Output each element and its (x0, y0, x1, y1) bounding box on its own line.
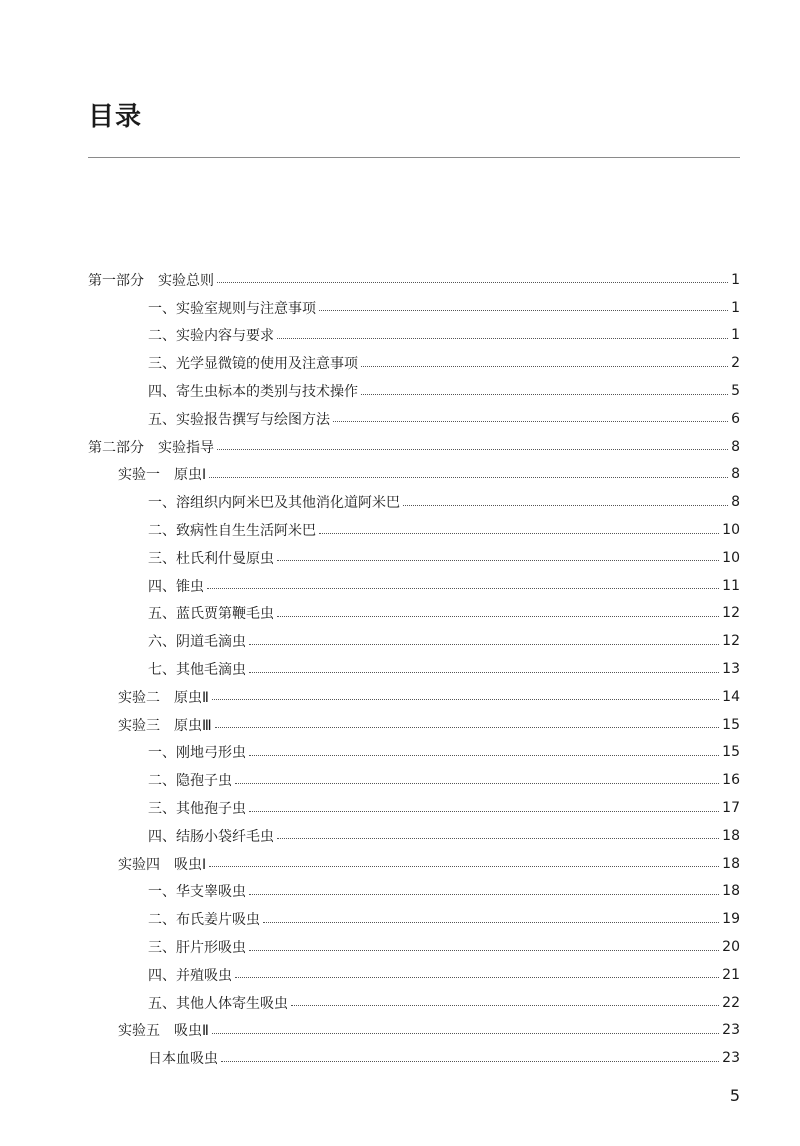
toc-entry[interactable] (88, 488, 740, 516)
toc-entry[interactable] (88, 961, 740, 989)
toc-entry-page: 18 (722, 855, 740, 872)
toc-entry-page: 12 (722, 633, 740, 650)
toc-entry-title: 四、并殖吸虫 (148, 967, 232, 984)
toc-leader-dots (217, 282, 728, 283)
toc-entry-page: 15 (722, 744, 740, 761)
toc-entry[interactable] (88, 739, 740, 767)
toc-entry-title: 二、实验内容与要求 (148, 328, 274, 345)
toc-entry-page: 8 (731, 438, 740, 455)
toc-leader-dots (277, 838, 719, 839)
toc-entry[interactable] (88, 933, 740, 961)
toc-entry-title: 四、锥虫 (148, 578, 204, 595)
toc-leader-dots (249, 950, 719, 951)
toc-entry[interactable] (88, 461, 740, 489)
toc-leader-dots (291, 1005, 719, 1006)
toc-entry-title: 第二部分 实验指导 (88, 439, 214, 456)
toc-leader-dots (212, 1033, 719, 1034)
toc-entry[interactable] (88, 572, 740, 600)
toc-entry-page: 19 (722, 911, 740, 928)
toc-leader-dots (403, 505, 728, 506)
toc-leader-dots (277, 560, 719, 561)
toc-entry-title: 实验一 原虫Ⅰ (118, 467, 207, 484)
toc-leader-dots (277, 616, 719, 617)
toc-entry-page: 1 (731, 299, 740, 316)
toc-leader-dots (212, 699, 719, 700)
toc-entry-page: 23 (722, 1050, 740, 1067)
toc-entry-page: 17 (722, 800, 740, 817)
toc-entry-page: 1 (731, 327, 740, 344)
toc-entry-title: 二、布氏姜片吸虫 (148, 912, 260, 929)
toc-entry[interactable] (88, 1017, 740, 1045)
toc-entry-title: 七、其他毛滴虫 (148, 662, 246, 679)
toc-entry-page: 20 (722, 939, 740, 956)
page-number: 5 (729, 1086, 740, 1105)
toc-entry-title: 四、结肠小袋纤毛虫 (148, 828, 274, 845)
toc-entry-title: 实验二 原虫Ⅱ (118, 689, 209, 706)
toc-entry-page: 8 (731, 466, 740, 483)
toc-entry[interactable] (88, 627, 740, 655)
table-of-contents (88, 266, 740, 1072)
toc-entry-title: 五、蓝氏贾第鞭毛虫 (148, 606, 274, 623)
toc-entry[interactable] (88, 266, 740, 294)
toc-entry[interactable] (88, 600, 740, 628)
toc-entry-page: 22 (722, 994, 740, 1011)
toc-entry-title: 一、华支睾吸虫 (148, 884, 246, 901)
page-title: 目录 (88, 102, 143, 132)
toc-leader-dots (249, 755, 719, 756)
toc-entry[interactable] (88, 905, 740, 933)
toc-leader-dots (235, 977, 719, 978)
toc-leader-dots (207, 588, 719, 589)
toc-entry-page: 23 (722, 1022, 740, 1039)
toc-leader-dots (249, 644, 719, 645)
toc-leader-dots (361, 366, 728, 367)
toc-entry[interactable] (88, 878, 740, 906)
toc-leader-dots (215, 727, 720, 728)
toc-entry[interactable] (88, 433, 740, 461)
toc-entry-title: 三、光学显微镜的使用及注意事项 (148, 356, 358, 373)
toc-entry[interactable] (88, 1044, 740, 1072)
toc-entry-title: 一、刚地弓形虫 (148, 745, 246, 762)
toc-entry[interactable] (88, 989, 740, 1017)
toc-entry-page: 11 (722, 577, 740, 594)
toc-entry-page: 6 (731, 410, 740, 427)
toc-entry[interactable] (88, 322, 740, 350)
toc-entry-page: 16 (722, 772, 740, 789)
toc-leader-dots (221, 1061, 719, 1062)
toc-entry-title: 五、实验报告撰写与绘图方法 (148, 411, 330, 428)
toc-leader-dots (319, 533, 719, 534)
toc-entry-title: 二、隐孢子虫 (148, 773, 232, 790)
toc-entry-title: 三、其他孢子虫 (148, 801, 246, 818)
toc-entry-page: 2 (731, 355, 740, 372)
toc-entry-page: 10 (722, 549, 740, 566)
toc-entry-page: 10 (722, 522, 740, 539)
toc-entry-page: 8 (731, 494, 740, 511)
toc-leader-dots (361, 394, 728, 395)
toc-entry[interactable] (88, 850, 740, 878)
toc-leader-dots (249, 811, 719, 812)
toc-entry-title: 实验五 吸虫Ⅱ (118, 1023, 209, 1040)
toc-leader-dots (249, 672, 719, 673)
toc-entry-page: 18 (722, 883, 740, 900)
toc-entry[interactable] (88, 349, 740, 377)
toc-entry[interactable] (88, 544, 740, 572)
toc-entry-title: 五、其他人体寄生吸虫 (148, 995, 288, 1012)
toc-entry-page: 18 (722, 827, 740, 844)
toc-entry-title: 四、寄生虫标本的类别与技术操作 (148, 384, 358, 401)
toc-leader-dots (319, 310, 728, 311)
toc-leader-dots (277, 338, 728, 339)
toc-entry-page: 14 (722, 688, 740, 705)
toc-entry-page: 5 (731, 383, 740, 400)
toc-entry-title: 二、致病性自生生活阿米巴 (148, 523, 316, 540)
toc-entry-page: 15 (722, 716, 740, 733)
toc-entry-title: 第一部分 实验总则 (88, 272, 214, 289)
toc-entry[interactable] (88, 711, 740, 739)
toc-entry-title: 三、肝片形吸虫 (148, 940, 246, 957)
toc-entry-page: 12 (722, 605, 740, 622)
title-divider (88, 157, 740, 158)
toc-entry-title: 一、溶组织内阿米巴及其他消化道阿米巴 (148, 495, 400, 512)
toc-leader-dots (249, 894, 719, 895)
toc-leader-dots (235, 783, 719, 784)
toc-entry[interactable] (88, 377, 740, 405)
toc-entry-title: 日本血吸虫 (148, 1051, 218, 1068)
toc-entry-title: 实验四 吸虫Ⅰ (118, 856, 207, 873)
toc-entry[interactable] (88, 794, 740, 822)
toc-entry-title: 三、杜氏利什曼原虫 (148, 550, 274, 567)
toc-entry[interactable] (88, 822, 740, 850)
toc-entry[interactable] (88, 683, 740, 711)
toc-entry[interactable] (88, 294, 740, 322)
toc-entry[interactable] (88, 405, 740, 433)
toc-entry[interactable] (88, 766, 740, 794)
toc-leader-dots (217, 449, 728, 450)
toc-entry[interactable] (88, 516, 740, 544)
toc-entry-title: 一、实验室规则与注意事项 (148, 300, 316, 317)
toc-entry-page: 13 (722, 661, 740, 678)
toc-entry-title: 六、阴道毛滴虫 (148, 634, 246, 651)
toc-entry-page: 21 (722, 966, 740, 983)
toc-leader-dots (209, 477, 728, 478)
toc-leader-dots (209, 866, 719, 867)
toc-entry[interactable] (88, 655, 740, 683)
toc-entry-page: 1 (731, 271, 740, 288)
toc-entry-title: 实验三 原虫Ⅲ (118, 717, 212, 734)
toc-leader-dots (333, 421, 728, 422)
toc-leader-dots (263, 922, 719, 923)
